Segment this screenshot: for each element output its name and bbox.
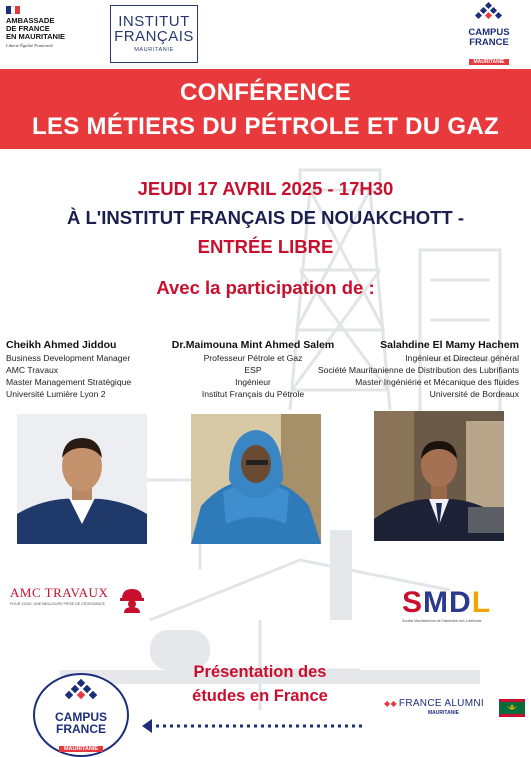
france-alumni-label: FRANCE ALUMNI [398, 698, 484, 709]
worker-helmet-icon [118, 587, 146, 613]
banner-line2: LES MÉTIERS DU PÉTROLE ET DU GAZ [32, 113, 499, 140]
presentation-line1: Présentation des [193, 663, 327, 681]
smdl-letter: S [402, 586, 424, 619]
speaker-detail-line: AMC Travaux [6, 365, 59, 375]
speaker-detail-line: ESP [244, 365, 262, 375]
institut-line3: MAURITANIE [134, 47, 174, 53]
smdl-name [402, 588, 512, 618]
smdl-tagline: Société Mauritanienne de Distribution des Lubrifiants [402, 619, 482, 623]
smdl-letter: D [449, 586, 472, 619]
speaker-detail-line: Ingénieur [235, 377, 271, 387]
presentation-text [165, 660, 355, 708]
speaker-detail-line: Master Ingéniérie et Mécanique des fluides [355, 377, 519, 387]
banner-line1: CONFÉRENCE [179, 79, 351, 106]
campus-small-line3: MAURITANIE [469, 59, 508, 65]
campus-small-line1: CAMPUS [468, 27, 510, 38]
speaker-detail-line: Master Management Stratégique [6, 377, 132, 387]
speaker-photo [191, 414, 321, 544]
embassy-logo [6, 6, 96, 48]
participation-heading: Avec la participation de : [156, 277, 375, 298]
embassy-line2: DE FRANCE [6, 24, 50, 33]
speaker-detail-line: Professeur Pétrole et Gaz [203, 353, 303, 363]
speaker-detail-line: Institut Français du Pétrole [201, 389, 305, 399]
embassy-motto: Liberté Égalité Fraternité [6, 43, 53, 48]
speaker-detail-line: Université de Bordeaux [429, 389, 519, 399]
institut-line1: INSTITUT [118, 13, 190, 30]
title-banner [0, 69, 531, 149]
campus-big-line1: CAMPUS [54, 710, 107, 724]
france-alumni-sub: MAURITANIE [428, 710, 460, 716]
speaker-photo [17, 414, 147, 544]
amc-tagline: POUR VOUS, UNE MEILLEURE PRISE DE CROISSANCE [10, 602, 106, 606]
smdl-logo [402, 588, 512, 623]
campus-france-logo-small [456, 2, 522, 67]
speaker-detail-line: Ingénieur et Directeur général [405, 353, 519, 363]
mauritania-flag-icon [499, 699, 525, 717]
red-diamonds-icon: ◆◆ [384, 699, 397, 708]
speaker-name: Salahdine El Mamy Hachem [380, 339, 519, 351]
speaker-photo [374, 411, 504, 541]
speaker-detail-line: Université Lumière Lyon 2 [6, 389, 106, 399]
institut-line2: FRANÇAIS [114, 28, 194, 45]
presentation-line2: études en France [192, 687, 328, 705]
speaker-name: Dr.Maimouna Mint Ahmed Salem [171, 339, 335, 351]
embassy-line1: AMBASSADE [6, 16, 55, 25]
institut-francais-logo [110, 5, 198, 63]
event-entry: ENTRÉE LIBRE [197, 236, 334, 257]
campus-big-line2: FRANCE [56, 722, 106, 736]
speaker-details [318, 352, 519, 400]
amc-name: AMC TRAVAUX [10, 585, 109, 600]
campus-big-line3: MAURITANIE [59, 746, 103, 752]
event-date: JEUDI 17 AVRIL 2025 - 17H30 [137, 178, 394, 199]
french-flag-icon [6, 6, 20, 14]
smdl-letter: M [423, 586, 450, 619]
speaker-name: Cheikh Ahmed Jiddou [6, 339, 117, 351]
event-venue: À L'INSTITUT FRANÇAIS DE NOUAKCHOTT - [67, 207, 464, 228]
campus-france-logo-large [33, 673, 129, 757]
speaker-detail-line: Société Mauritanienne de Distribution des Lubrifiants [317, 365, 519, 375]
campus-france-diamond-icon [61, 679, 101, 707]
embassy-line3: EN MAURITANIE [6, 32, 66, 41]
dotted-arrow-left-icon [140, 718, 365, 734]
speaker-detail-line: Business Development Manager [6, 353, 131, 363]
speaker-details [6, 352, 131, 400]
header [0, 0, 531, 68]
campus-france-diamond-icon [472, 2, 506, 24]
campus-small-line2: FRANCE [469, 37, 509, 48]
smdl-letter: L [471, 586, 492, 619]
